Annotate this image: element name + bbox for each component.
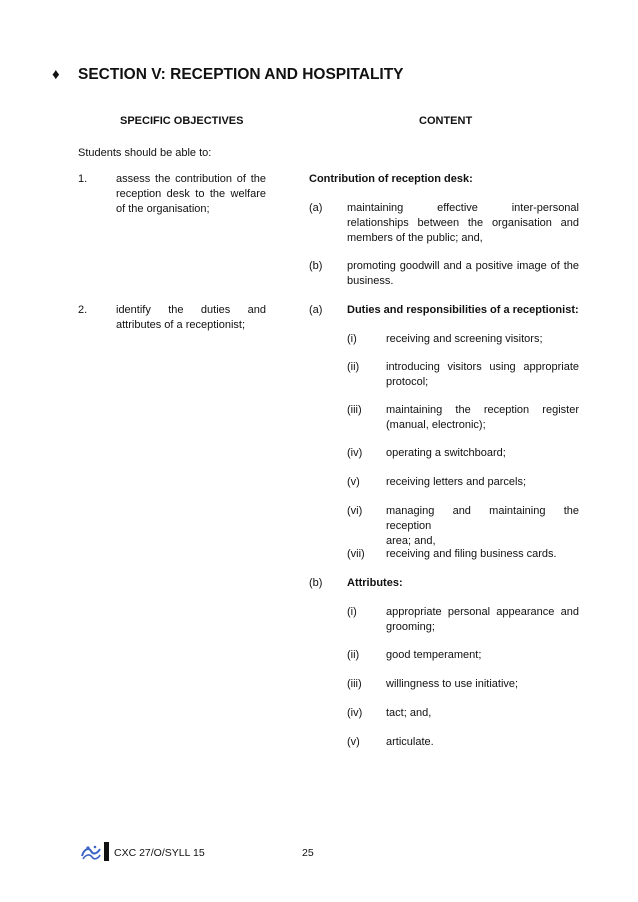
subitem: [386, 332, 579, 347]
objective-line: of the organisation;: [116, 203, 210, 215]
subitem-label: (iv): [347, 707, 363, 719]
subitem-line: willingness to use initiative;: [386, 678, 519, 690]
item-line: promoting goodwill and a positive image of the: [347, 260, 579, 272]
objective-line: assess the contribution of the: [116, 173, 266, 185]
section-bullet: ♦: [52, 66, 60, 83]
content-column-header: CONTENT: [419, 115, 473, 127]
subitem: [386, 735, 579, 750]
subitem-label: (i): [347, 333, 357, 345]
subitem-line: (manual, electronic);: [386, 419, 486, 431]
subitem-label: (vii): [347, 548, 365, 560]
subitem-line: operating a switchboard;: [386, 447, 506, 459]
subitem: [386, 475, 579, 490]
subitem-line: area; and,: [386, 535, 436, 547]
item-line: maintaining effective inter-personal: [347, 202, 579, 214]
subitem-label: (ii): [347, 649, 360, 661]
subitem: [386, 360, 579, 390]
footer-divider-bar: [104, 842, 109, 861]
subitem: [386, 446, 579, 461]
subitem-line: managing and maintaining the reception: [386, 505, 579, 532]
subitem-label: (iii): [347, 678, 362, 690]
subitem-line: receiving and filing business cards.: [386, 548, 557, 560]
subitem-line: maintaining the reception register: [386, 404, 579, 416]
objective-text: [116, 172, 266, 217]
subitem-line: receiving letters and parcels;: [386, 476, 527, 488]
objective-line: reception desk to the welfare: [116, 188, 266, 200]
subitem: [386, 706, 579, 721]
subitem-label: (ii): [347, 361, 360, 373]
objectives-column-header: SPECIFIC OBJECTIVES: [120, 115, 244, 127]
objective-number: 2.: [78, 304, 88, 316]
item-line: business.: [347, 275, 394, 287]
subitem: [386, 605, 579, 635]
subitem: [386, 648, 579, 663]
subitem: [386, 504, 579, 549]
subitem-line: good temperament;: [386, 649, 482, 661]
item-label: (b): [309, 260, 323, 272]
subitem: [386, 677, 579, 692]
item-label: (a): [309, 202, 323, 214]
subitem: [386, 547, 579, 562]
subitem-line: articulate.: [386, 736, 434, 748]
subitem-line: introducing visitors using appropriate: [386, 361, 579, 373]
objective-number: 1.: [78, 173, 88, 185]
subitem-label: (vi): [347, 505, 363, 517]
subitem-label: (iii): [347, 404, 362, 416]
content-heading: Duties and responsibilities of a receptionist:: [347, 304, 579, 316]
cxc-logo-icon: [80, 843, 102, 863]
subitem-label: (iv): [347, 447, 363, 459]
section-title: SECTION V: RECEPTION AND HOSPITALITY: [78, 66, 404, 83]
item-label: (a): [309, 304, 323, 316]
subitem-label: (v): [347, 736, 360, 748]
subitem-label: (i): [347, 606, 357, 618]
item-line: relationships between the organisation and: [347, 217, 579, 229]
item-label: (b): [309, 577, 323, 589]
content-item: [347, 201, 579, 246]
item-line: members of the public; and,: [347, 232, 483, 244]
content-heading: Attributes:: [347, 577, 403, 589]
subitem-line: appropriate personal appearance and: [386, 606, 579, 618]
content-item: [347, 259, 579, 289]
objective-text: [116, 303, 266, 333]
subitem-line: protocol;: [386, 376, 429, 388]
subitem-line: grooming;: [386, 621, 435, 633]
subitem-label: (v): [347, 476, 360, 488]
content-heading: Contribution of reception desk:: [309, 173, 473, 185]
footer-code: CXC 27/O/SYLL 15: [114, 847, 205, 859]
subitem: [386, 403, 579, 433]
objective-line: attributes of a receptionist;: [116, 319, 246, 331]
subitem-line: receiving and screening visitors;: [386, 333, 543, 345]
objective-line: identify the duties and: [116, 304, 266, 316]
subitem-line: tact; and,: [386, 707, 432, 719]
intro-text: Students should be able to:: [78, 147, 212, 159]
page-number: 25: [302, 847, 314, 859]
